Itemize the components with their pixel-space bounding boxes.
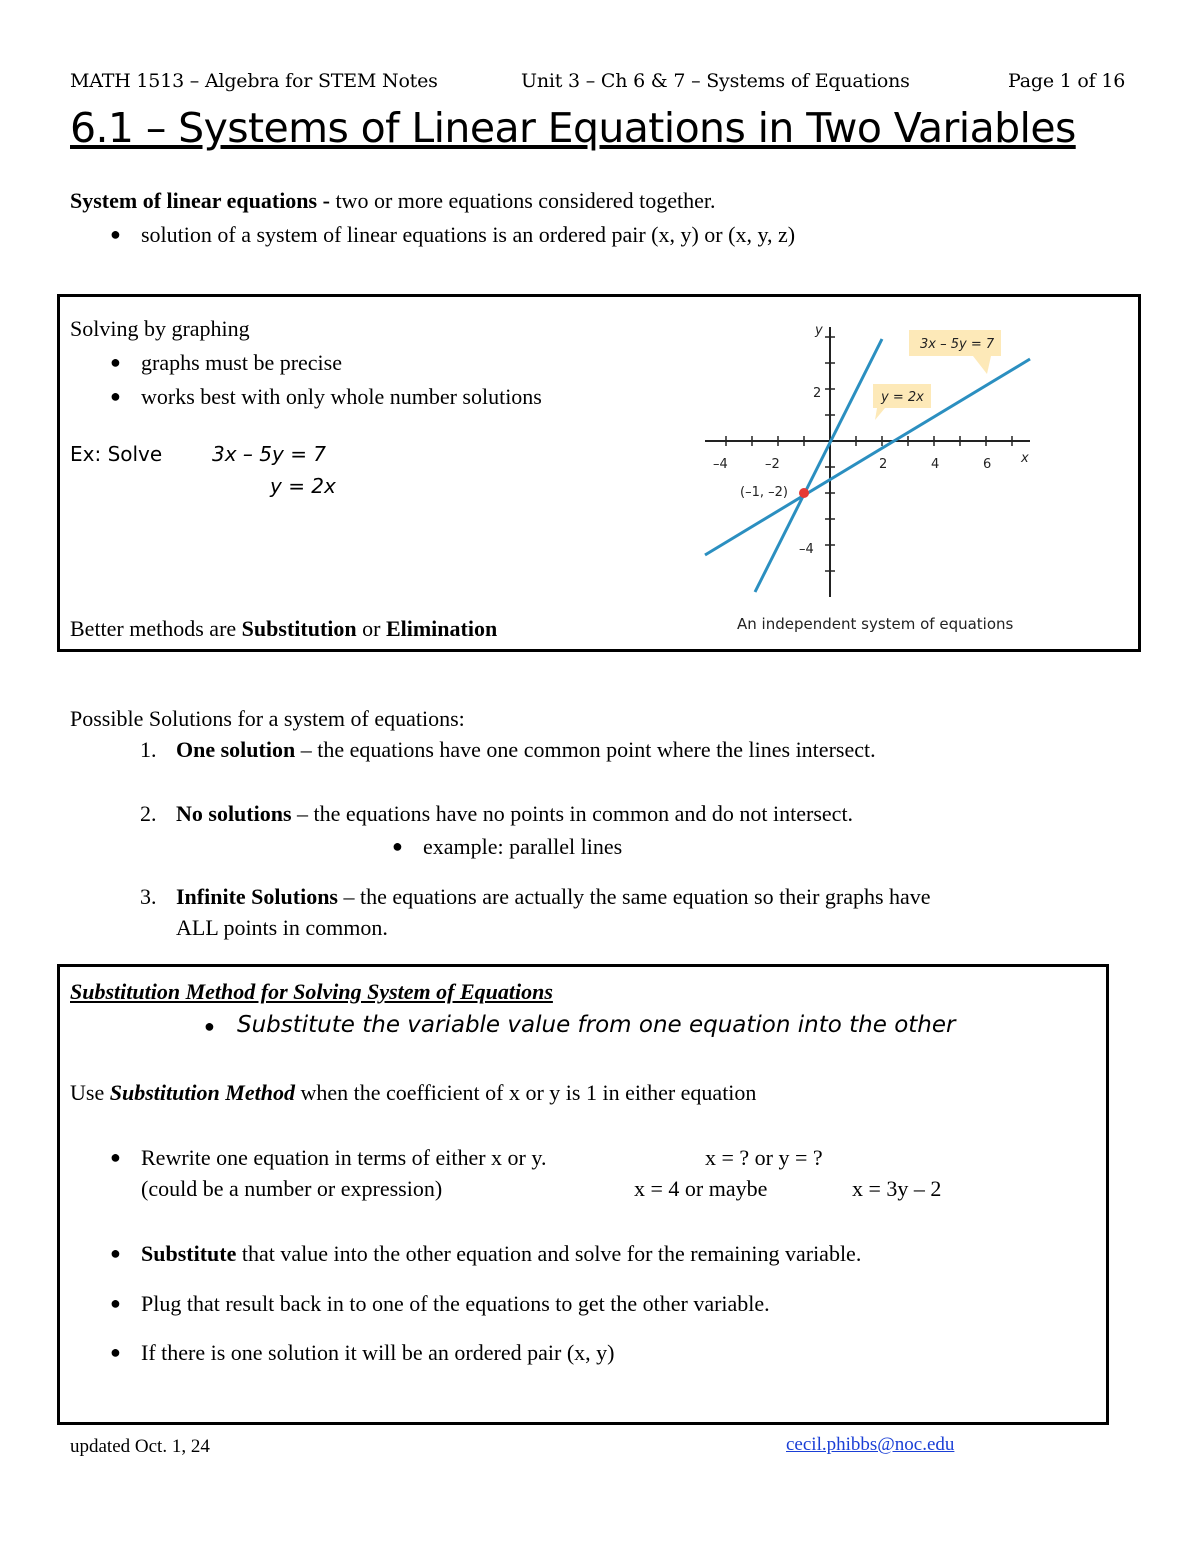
callout-label-1: 3x – 5y = 7: [920, 337, 995, 352]
footer-email-link[interactable]: cecil.phibbs@noc.edu: [786, 1434, 955, 1455]
substitution-heading: Substitution Method for Solving System of Equations: [70, 979, 553, 1004]
use-term: Substitution Method: [109, 1080, 295, 1105]
bullet-icon: ●: [110, 224, 121, 244]
graphing-heading: Solving by graphing: [70, 316, 250, 341]
graphing-footer: [70, 616, 497, 642]
footer-updated: updated Oct. 1, 24: [70, 1436, 210, 1457]
system-graph: [695, 312, 1040, 642]
example-eq1: 3x – 5y = 7: [212, 442, 327, 466]
use-substitution-line: [70, 1080, 756, 1106]
bullet-icon: ●: [110, 386, 121, 406]
step1-line2: (could be a number or expression): [141, 1176, 443, 1201]
bullet-icon: ●: [392, 836, 403, 856]
elimination-term: Elimination: [385, 616, 498, 641]
step2-text: that value into the other equation and solve for the remaining variable.: [236, 1241, 862, 1266]
step1-col1: x = ? or y = ?: [705, 1145, 823, 1170]
possible-num-3: 3.: [140, 884, 157, 909]
definition-term: System of linear equations -: [70, 188, 330, 213]
possible-item-1: [176, 737, 876, 763]
header-page: Page 1 of 16: [1008, 70, 1126, 92]
definition-text: two or more equations considered together.: [329, 188, 716, 213]
substitution-term: Substitution: [241, 616, 357, 641]
possible-sub-bullet: example: parallel lines: [423, 834, 623, 859]
header-course: MATH 1513 – Algebra for STEM Notes: [70, 70, 438, 92]
item-text: – the equations have no points in common and do not intersect.: [291, 801, 854, 826]
or-text: or: [356, 616, 386, 641]
bullet-icon: ●: [204, 1016, 215, 1036]
example-eq2: y = 2x: [270, 474, 336, 498]
item-text: – the equations have one common point where the lines intersect.: [295, 737, 876, 762]
example-label: Ex: Solve: [70, 442, 163, 466]
bullet-icon: ●: [110, 1243, 121, 1263]
graph-caption: An independent system of equations: [737, 615, 1014, 633]
step1-col2b: x = 3y – 2: [852, 1176, 942, 1201]
possible-num-2: 2.: [140, 801, 157, 826]
x-tick-label: 4: [931, 457, 940, 472]
x-tick-label: 6: [983, 457, 992, 472]
graphing-bullet-1: graphs must be precise: [141, 350, 342, 375]
x-tick-label: 2: [879, 457, 888, 472]
item-text: – the equations are actually the same equation so their graphs have: [338, 884, 931, 909]
step2: [141, 1241, 861, 1267]
item-term: Infinite Solutions: [176, 884, 338, 909]
step1-line1: Rewrite one equation in terms of either x or y.: [141, 1145, 547, 1170]
item-term: No solutions: [176, 801, 292, 826]
use-post: when the coefficient of x or y is 1 in either equation: [294, 1080, 757, 1105]
y-tick-label: 2: [813, 386, 822, 401]
definition-line: [70, 188, 715, 214]
step4: If there is one solution it will be an ordered pair (x, y): [141, 1340, 615, 1365]
possible-num-1: 1.: [140, 737, 157, 762]
step2-term: Substitute: [141, 1241, 237, 1266]
footer-pre-text: Better methods are: [70, 616, 242, 641]
y-axis-label: y: [815, 323, 823, 338]
possible-heading: Possible Solutions for a system of equations:: [70, 706, 465, 731]
graphing-bullet-2: works best with only whole number solutions: [141, 384, 542, 409]
x-axis-label: x: [1021, 451, 1029, 466]
callout-label-2: y = 2x: [881, 390, 924, 405]
step1-col2a: x = 4 or maybe: [634, 1176, 768, 1201]
x-tick-label: –4: [713, 457, 728, 472]
step3: Plug that result back in to one of the equations to get the other variable.: [141, 1291, 770, 1316]
possible-item-3-cont: ALL points in common.: [176, 915, 388, 940]
page-title: 6.1 – Systems of Linear Equations in Two Variables: [70, 104, 1076, 152]
item-term: One solution: [176, 737, 296, 762]
bullet-icon: ●: [110, 1342, 121, 1362]
y-tick-label: –4: [799, 542, 814, 557]
definition-bullet: solution of a system of linear equations is an ordered pair (x, y) or (x, y, z): [141, 222, 796, 247]
possible-item-3: [176, 884, 931, 910]
possible-item-2: [176, 801, 853, 827]
intersection-point: [799, 488, 809, 498]
use-pre: Use: [70, 1080, 110, 1105]
bullet-icon: ●: [110, 1147, 121, 1167]
bullet-icon: ●: [110, 1293, 121, 1313]
header-unit: Unit 3 – Ch 6 & 7 – Systems of Equations: [521, 70, 910, 92]
x-tick-label: –2: [765, 457, 780, 472]
substitution-tagline: Substitute the variable value from one equation into the other: [237, 1012, 956, 1038]
line-3x-5y-7: [705, 359, 1030, 555]
point-label: (–1, –2): [740, 485, 788, 500]
bullet-icon: ●: [110, 352, 121, 372]
